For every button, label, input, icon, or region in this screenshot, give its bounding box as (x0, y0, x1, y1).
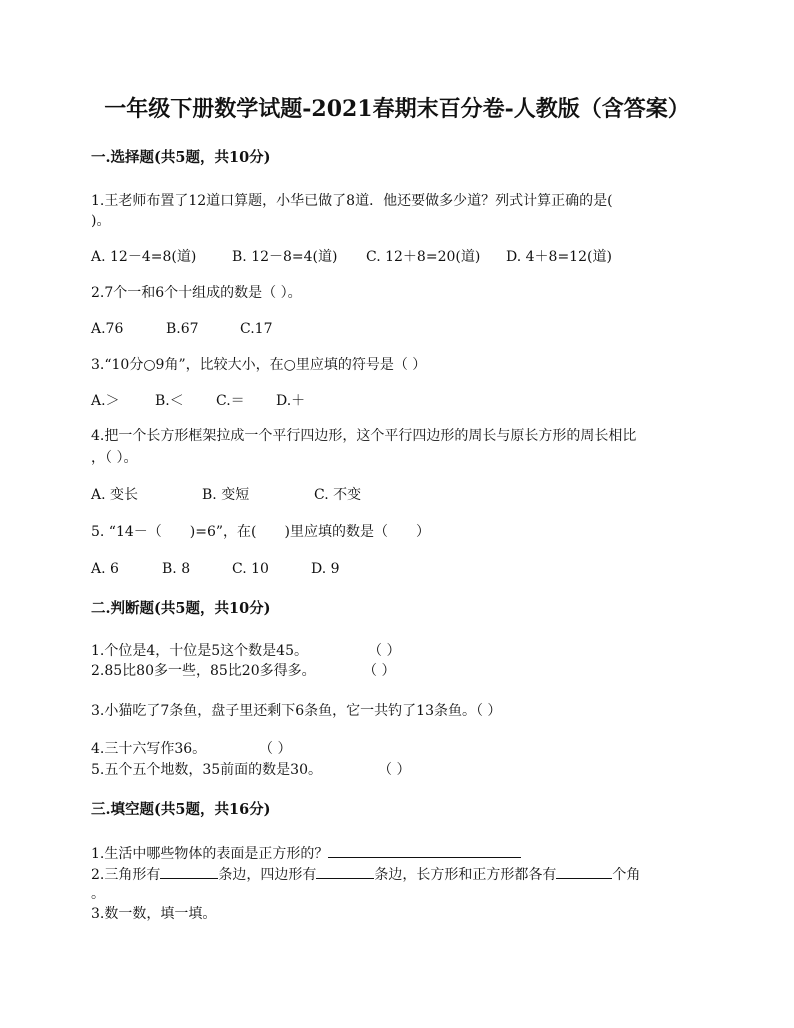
judge-q5-text: 5.五个五个地数，35前面的数是30。 (91, 762, 322, 778)
judge-q5-answer-paren: （ ） (378, 762, 411, 778)
fill-q2-text-d: 个角 (612, 867, 641, 883)
choice-q2-option-b: B.67 (166, 321, 199, 337)
choice-q4-option-a: A. 变长 (91, 487, 139, 503)
choice-q1-option-c: C. 12＋8=20(道) (366, 249, 481, 265)
section-heading-judge: 二.判断题(共5题，共10分) (91, 600, 271, 617)
fill-q1-text: 1.生活中哪些物体的表面是正方形的？ (91, 846, 329, 862)
judge-q1-text: 1.个位是4，十位是5这个数是45。 (91, 643, 308, 659)
fill-q2 (91, 866, 640, 883)
judge-q4-answer-paren: （ ） (259, 741, 292, 757)
fill-q2-text-end: 。 (91, 886, 105, 902)
judge-q4-text: 4.三十六写作36。 (91, 741, 207, 757)
fill-q1-answer-blank (328, 845, 521, 858)
choice-q2-text: 2.7个一和6个十组成的数是（ ）。 (91, 285, 302, 301)
choice-q5-option-a: A. 6 (91, 561, 119, 577)
fill-q2-blank-2 (316, 866, 374, 879)
fill-q2-text-c: 条边，长方形和正方形都各有 (374, 867, 557, 883)
fill-q2-text-a: 2.三角形有 (91, 867, 161, 883)
judge-q2-text: 2.85比80多一些，85比20多得多。 (91, 663, 316, 679)
fill-q1 (91, 845, 521, 862)
fill-q2-blank-3 (556, 866, 612, 879)
choice-q3-text: 3.“10分○9角”，比较大小，在○里应填的符号是（ ） (91, 357, 427, 373)
choice-q2-option-c: C.17 (240, 321, 273, 337)
choice-q1-text: 1.王老师布置了12道口算题，小华已做了8道．他还要做多少道？列式计算正确的是( (91, 193, 613, 209)
choice-q5-option-c: C. 10 (232, 561, 269, 577)
choice-q4-option-b: B. 变短 (202, 487, 250, 503)
choice-q5-option-b: B. 8 (162, 561, 191, 577)
choice-q5-text: 5. “14－（ )=6”，在( )里应填的数是（ ） (91, 524, 430, 540)
section-heading-choice: 一.选择题(共5题，共10分) (91, 149, 271, 166)
choice-q1-option-b: B. 12－8=4(道) (232, 249, 338, 265)
judge-q2-answer-paren: （ ） (363, 663, 396, 679)
fill-q3-text: 3.数一数，填一填。 (91, 906, 217, 922)
choice-q5-option-d: D. 9 (311, 561, 340, 577)
choice-q1-option-a: A. 12－4=8(道) (91, 249, 197, 265)
choice-q3-option-b: B.＜ (155, 393, 184, 409)
choice-q1-option-d: D. 4＋8=12(道) (506, 249, 612, 265)
choice-q2-option-a: A.76 (91, 321, 124, 337)
choice-q4-text: 4.把一个长方形框架拉成一个平行四边形，这个平行四边形的周长与原长方形的周长相比 (91, 428, 637, 444)
choice-q4-option-c: C. 不变 (314, 487, 362, 503)
section-heading-fill: 三.填空题(共5题，共16分) (91, 801, 271, 818)
fill-q2-text-b: 条边，四边形有 (218, 867, 317, 883)
choice-q1-text-cont: )。 (91, 213, 111, 229)
choice-q3-option-a: A.＞ (91, 393, 120, 409)
fill-q2-blank-1 (160, 866, 218, 879)
choice-q3-option-c: C.＝ (216, 393, 245, 409)
judge-q1-answer-paren: （ ） (368, 643, 401, 659)
judge-q3-text: 3.小猫吃了7条鱼，盘子里还剩下6条鱼，它一共钓了13条鱼。（ ） (91, 703, 502, 719)
page-title: 一年级下册数学试题-2021春期末百分卷-人教版（含答案） (104, 96, 690, 122)
choice-q4-text-cont: ，（ ）。 (91, 450, 138, 466)
choice-q3-option-d: D.＋ (276, 393, 306, 409)
